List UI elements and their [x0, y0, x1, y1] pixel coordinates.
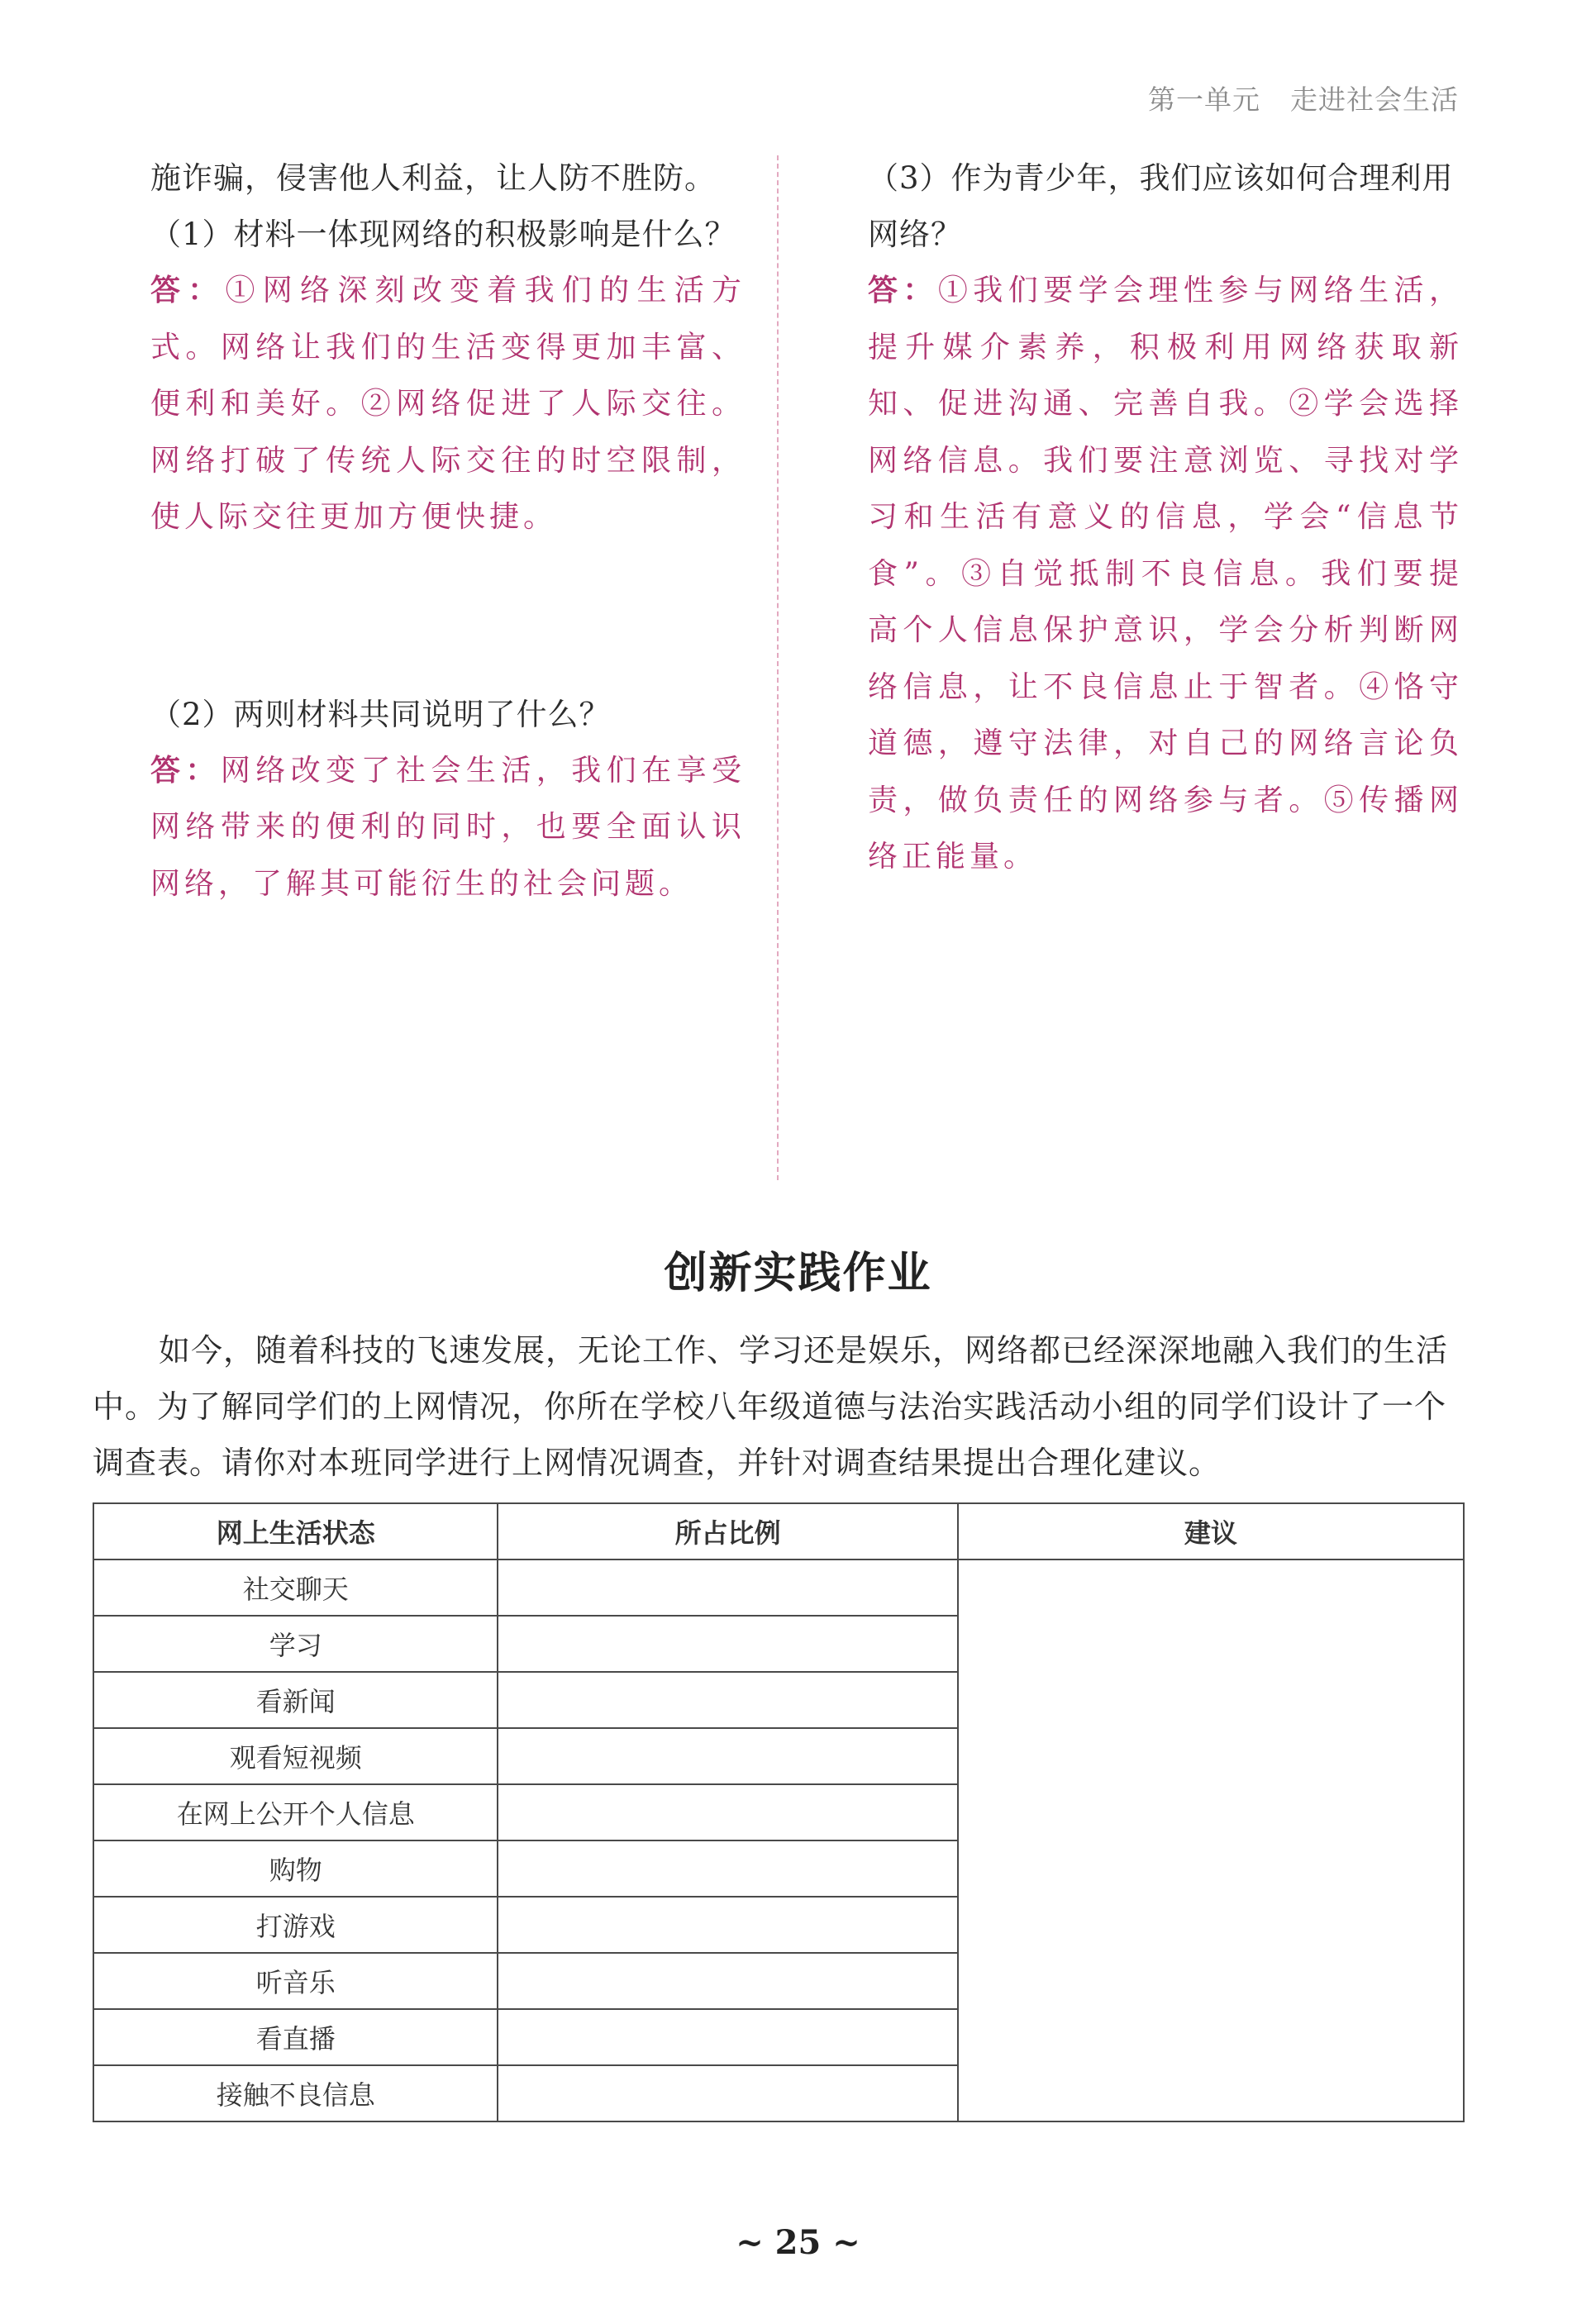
answer-label: 答：	[150, 274, 226, 307]
answer-label: 答：	[150, 753, 221, 788]
ratio-cell[interactable]	[498, 1616, 957, 1672]
ratio-cell[interactable]	[498, 1840, 957, 1897]
ratio-cell[interactable]	[498, 2065, 957, 2121]
answer-3-text: ①我们要学会理性参与网络生活，提升媒介素养，积极利用网络获取新知、促进沟通、完善自我。②学会选择网络信息。我们要注意浏览、寻找对学习和生活有意义的信息，学会“信息节食”。③自觉抵制不良信息。我们要提高个人信息保护意识，学会分析判断网络信息，让不良信息止于智者。④恪守道德，遵守法律，对自己的网络言论负责，做负责任的网络参与者。⑤传播网络正能量。	[868, 274, 1463, 874]
status-cell: 看新闻	[93, 1672, 498, 1728]
answer-2-text: 网络改变了社会生活，我们在享受网络带来的便利的同时，也要全面认识网络，了解其可能衍生的社会问题。	[150, 753, 746, 901]
status-cell: 观看短视频	[93, 1728, 498, 1784]
ratio-cell[interactable]	[498, 1784, 957, 1840]
status-cell: 听音乐	[93, 1953, 498, 2009]
status-cell: 社交聊天	[93, 1559, 498, 1616]
left-column	[150, 150, 746, 912]
question-1: （1）材料一体现网络的积极影响是什么？	[150, 217, 736, 252]
ratio-cell[interactable]	[498, 1672, 957, 1728]
unit-title: 走进社会生活	[1290, 83, 1459, 116]
right-column	[868, 150, 1463, 886]
suggestion-cell[interactable]	[958, 1559, 1464, 2121]
question-2: （2）两则材料共同说明了什么？	[150, 696, 611, 732]
answer-1-text: ①网络深刻改变着我们的生活方式。网络让我们的生活变得更加丰富、便利和美好。②网络促进了人际交往。网络打破了传统人际交往的时空限制，使人际交往更加方便快捷。	[150, 274, 746, 534]
survey-table	[93, 1502, 1465, 2122]
table-row	[93, 1559, 1464, 1616]
table-header-row	[93, 1503, 1464, 1559]
status-cell: 接触不良信息	[93, 2065, 498, 2121]
section-title: 创新实践作业	[664, 1249, 932, 1298]
ratio-cell[interactable]	[498, 1559, 957, 1616]
status-cell: 在网上公开个人信息	[93, 1784, 498, 1840]
ratio-cell[interactable]	[498, 1728, 957, 1784]
section-intro	[93, 1322, 1465, 1491]
intro-paragraph: 如今，随着科技的飞速发展，无论工作、学习还是娱乐，网络都已经深深地融入我们的生活中。为了解同学们的上网情况，你所在学校八年级道德与法治实践活动小组的同学们设计了一个调查表。请你对本班同学进行上网情况调查，并针对调查结果提出合理化建议。	[93, 1332, 1449, 1481]
header-ratio: 所占比例	[498, 1503, 957, 1559]
answer-label: 答：	[868, 274, 938, 307]
ratio-cell[interactable]	[498, 2009, 957, 2065]
ratio-cell[interactable]	[498, 1897, 957, 1953]
header-suggestion: 建议	[958, 1503, 1464, 1559]
unit-label: 第一单元	[1148, 83, 1260, 116]
header-status: 网上生活状态	[93, 1503, 498, 1559]
answer-1	[150, 263, 746, 546]
question-3: （3）作为青少年，我们应该如何合理利用网络？	[868, 160, 1454, 252]
status-cell: 学习	[93, 1616, 498, 1672]
answer-3	[868, 263, 1463, 886]
column-divider	[777, 155, 779, 1180]
status-cell: 打游戏	[93, 1897, 498, 1953]
ratio-cell[interactable]	[498, 1953, 957, 2009]
status-cell: 购物	[93, 1840, 498, 1897]
continuation-text: 施诈骗，侵害他人利益，让人防不胜防。	[150, 160, 716, 196]
answer-2	[150, 743, 746, 913]
page-number: ~ 25 ~	[736, 2223, 860, 2262]
page-header	[1148, 79, 1459, 117]
status-cell: 看直播	[93, 2009, 498, 2065]
